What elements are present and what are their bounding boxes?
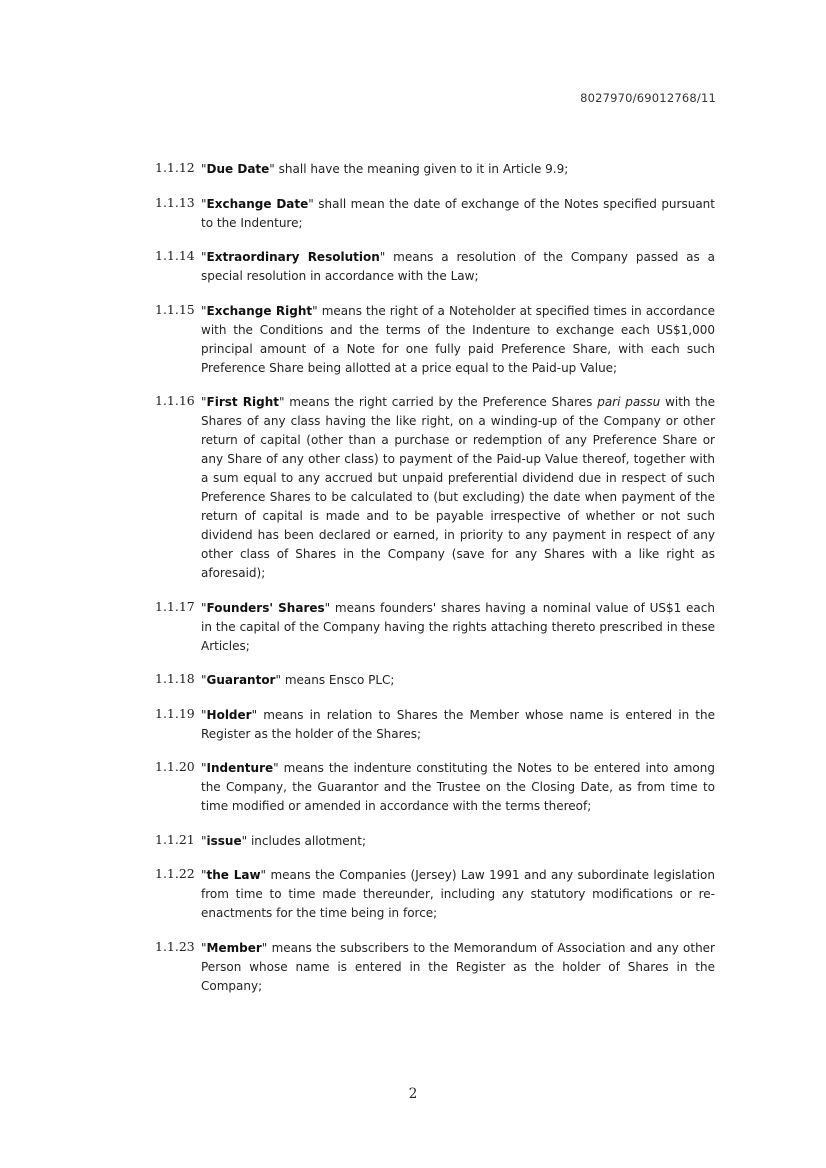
clause-1-1-14 [0, 248, 826, 286]
clause-1-1-22 [0, 866, 826, 923]
clause-1-1-20 [0, 759, 826, 816]
clause-body: "Founders' Shares" means founders' shares having a nominal value of US$1 each in the capital of the Company having the rights attaching thereto prescribed in these Articles; [201, 600, 715, 653]
defined-term: Holder [206, 707, 252, 722]
defined-term: Indenture [206, 761, 274, 775]
clause-number: 1.1.23 [155, 938, 195, 954]
clause-1-1-15 [0, 302, 826, 378]
clause-1-1-17 [0, 599, 826, 656]
clause-number: 1.1.18 [155, 671, 195, 686]
clause-text: means in relation to Shares the Member whose name is entered in the Register as the holder of the Shares; [201, 707, 715, 741]
page-number: 2 [408, 1086, 418, 1102]
defined-term: Due Date [206, 162, 270, 176]
clause-text-continued: with the Shares of any class having the like right, on a winding-up of the Company or other return of capital (other than a purchase or redemption of any Preference Share or any Share of any other class) to payment of the Paid-up Value thereof, together with a sum equal to any accrued but unpaid preferential dividend due in respect of such Preference Shares to be calculated to (but excluding) the date when payment of the return of capital is made and to be payable irrespective of whether or not such dividend has been declared or earned, in priority to any payment in respect of any other class of Shares in the Company (save for any Shares with a like right as aforesaid); [201, 395, 715, 580]
clause-number: 1.1.13 [155, 194, 195, 210]
clause-text: means the Companies (Jersey) Law 1991 and any subordinate legislation from time to time made thereunder, including any statutory modifications or re-enactments for the time being in force; [201, 868, 715, 920]
clause-1-1-21 [0, 832, 826, 851]
clause-text: means a resolution of the Company passed as a special resolution in accordance with the Law; [201, 250, 715, 283]
clause-text: includes allotment; [247, 833, 367, 848]
clause-body: "the Law" means the Companies (Jersey) Law 1991 and any subordinate legislation from time to time made thereunder, including any statutory modifications or re-enactments for the time being in force; [201, 868, 715, 920]
clause-text: means the right carried by the Preference Shares [284, 395, 598, 409]
clause-1-1-16 [0, 393, 826, 583]
clause-body: "issue" includes allotment; [201, 833, 367, 848]
defined-term: issue [206, 833, 242, 848]
clause-number: 1.1.20 [155, 759, 195, 774]
defined-term: Founders' Shares [206, 600, 325, 615]
clause-number: 1.1.15 [155, 301, 195, 317]
document-reference: 8027970/69012768/11 [580, 91, 716, 105]
clause-number: 1.1.19 [155, 705, 195, 721]
clause-1-1-12 [0, 160, 826, 179]
definitions-list [0, 160, 826, 1011]
clause-body: "Extraordinary Resolution" means a resolution of the Company passed as a special resolution in accordance with the Law; [201, 250, 715, 283]
latin-phrase: pari passu [597, 395, 661, 409]
clause-number: 1.1.21 [155, 831, 195, 847]
clause-body: "First Right" means the right carried by the Preference Shares pari passu with the Shares of any class having the like right, on a winding-up of the Company or other return of capital (other than a purchase or redemption of any Preference Share or any Share of any other class) to payment of the Paid-up Value thereof, together with a sum equal to any accrued but unpaid preferential dividend due in respect of such Preference Shares to be calculated to (but excluding) the date when payment of the return of capital is made and to be payable irrespective of whether or not such dividend has been declared or earned, in priority to any payment in respect of any other class of Shares in the Company (save for any Shares with a like right as aforesaid); [201, 395, 715, 580]
clause-body: "Due Date" shall have the meaning given to it in Article 9.9; [201, 162, 569, 176]
clause-text: means Ensco PLC; [281, 673, 395, 687]
defined-term: Extraordinary Resolution [206, 250, 380, 264]
clause-1-1-13 [0, 195, 826, 233]
clause-1-1-23 [0, 939, 826, 996]
defined-term: the Law [206, 868, 261, 882]
defined-term: Exchange Right [206, 303, 313, 318]
clause-text: means the indenture constituting the Notes to be entered into among the Company, the Guarantor and the Trustee on the Closing Date, as from time to time modified or amended in accordance with the terms thereof; [201, 761, 715, 813]
clause-body: "Holder" means in relation to Shares the Member whose name is entered in the Register as the holder of the Shares; [201, 707, 715, 741]
clause-text: means the right of a Noteholder at specified times in accordance with the Conditions and the terms of the Indenture to exchange each US$1,000 principal amount of a Note for one fully paid Preference Share, with each such Preference Share being allotted at a price equal to the Paid-up Value; [201, 303, 715, 375]
defined-term: Guarantor [206, 673, 276, 687]
clause-1-1-18 [0, 671, 826, 690]
clause-body: "Guarantor" means Ensco PLC; [201, 673, 395, 687]
clause-text: means the subscribers to the Memorandum of Association and any other Person whose name is entered in the Register as the holder of Shares in the Company; [201, 940, 715, 993]
defined-term: Exchange Date [206, 196, 309, 211]
clause-body: "Indenture" means the indenture constituting the Notes to be entered into among the Company, the Guarantor and the Trustee on the Closing Date, as from time to time modified or amended in accordance with the terms thereof; [201, 761, 715, 813]
clause-body: "Exchange Right" means the right of a Noteholder at specified times in accordance with the Conditions and the terms of the Indenture to exchange each US$1,000 principal amount of a Note for one fully paid Preference Share, with each such Preference Share being allotted at a price equal to the Paid-up Value; [201, 303, 715, 375]
clause-text: shall mean the date of exchange of the Notes specified pursuant to the Indenture; [201, 196, 715, 230]
clause-number: 1.1.14 [155, 248, 195, 263]
defined-term: Member [206, 940, 262, 955]
defined-term: First Right [206, 395, 279, 409]
clause-number: 1.1.12 [155, 160, 195, 175]
clause-1-1-19 [0, 706, 826, 744]
clause-number: 1.1.16 [155, 393, 195, 408]
clause-number: 1.1.17 [155, 598, 195, 614]
clause-text: shall have the meaning given to it in Article 9.9; [274, 162, 569, 176]
clause-body: "Member" means the subscribers to the Memorandum of Association and any other Person whose name is entered in the Register as the holder of Shares in the Company; [201, 940, 715, 993]
clause-text: means founders' shares having a nominal value of US$1 each in the capital of the Company having the rights attaching thereto prescribed in these Articles; [201, 600, 715, 653]
clause-body: "Exchange Date" shall mean the date of exchange of the Notes specified pursuant to the Indenture; [201, 196, 715, 230]
clause-number: 1.1.22 [155, 866, 195, 881]
